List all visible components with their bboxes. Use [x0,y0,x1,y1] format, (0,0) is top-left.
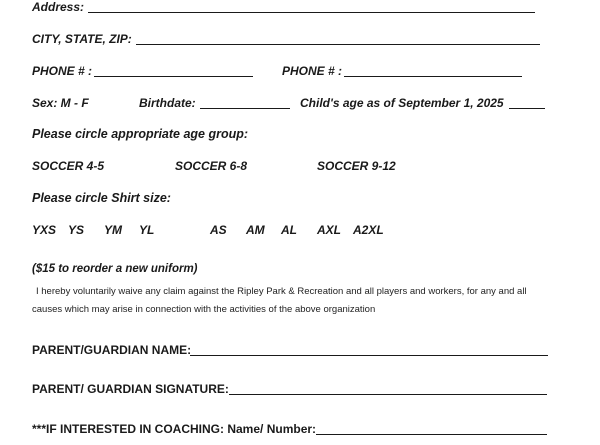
waiver-text-line-1: I hereby voluntarily waive any claim against the Ripley Park & Recreation and all players and workers, for any and all [36,286,527,297]
shirt-size-option[interactable]: A2XL [353,223,384,237]
waiver-text-line-2: causes which may arise in connection with the activities of the above organization [32,304,376,315]
age-group-heading: Please circle appropriate age group: [32,127,249,141]
phone-2-field[interactable] [344,76,522,77]
shirt-size-option[interactable]: AXL [317,223,341,237]
child-age-field[interactable] [509,108,545,109]
shirt-size-option[interactable]: AM [246,223,265,237]
guardian-signature-field[interactable] [229,394,547,395]
guardian-name-label: PARENT/GUARDIAN NAME: [32,343,192,357]
city-state-zip-label: CITY, STATE, ZIP: [32,32,132,46]
child-age-label: Child's age as of September 1, 2025 [300,96,504,110]
shirt-size-option[interactable]: YL [139,223,155,237]
coaching-field[interactable] [316,434,547,435]
shirt-size-option[interactable]: AL [281,223,297,237]
guardian-signature-label: PARENT/ GUARDIAN SIGNATURE: [32,382,229,396]
shirt-size-option[interactable]: AS [210,223,227,237]
phone-1-field[interactable] [94,76,253,77]
guardian-name-field[interactable] [190,355,548,356]
birthdate-label: Birthdate: [139,96,196,110]
sex-label: Sex: M - F [32,96,89,110]
birthdate-field[interactable] [200,108,290,109]
address-field[interactable] [88,12,535,13]
reorder-note: ($15 to reorder a new uniform) [32,263,198,275]
address-label: Address: [32,0,85,14]
age-group-option[interactable]: SOCCER 9-12 [317,159,396,173]
shirt-size-option[interactable]: YS [68,223,85,237]
city-state-zip-field[interactable] [136,44,540,45]
age-group-option[interactable]: SOCCER 4-5 [32,159,105,173]
phone-2-label: PHONE # : [282,64,343,78]
age-group-option[interactable]: SOCCER 6-8 [175,159,248,173]
shirt-size-heading: Please circle Shirt size: [32,191,171,205]
phone-1-label: PHONE # : [32,64,93,78]
shirt-size-option[interactable]: YXS [32,223,57,237]
coaching-label: ***IF INTERESTED IN COACHING: Name/ Number: [32,422,317,436]
shirt-size-option[interactable]: YM [104,223,122,237]
